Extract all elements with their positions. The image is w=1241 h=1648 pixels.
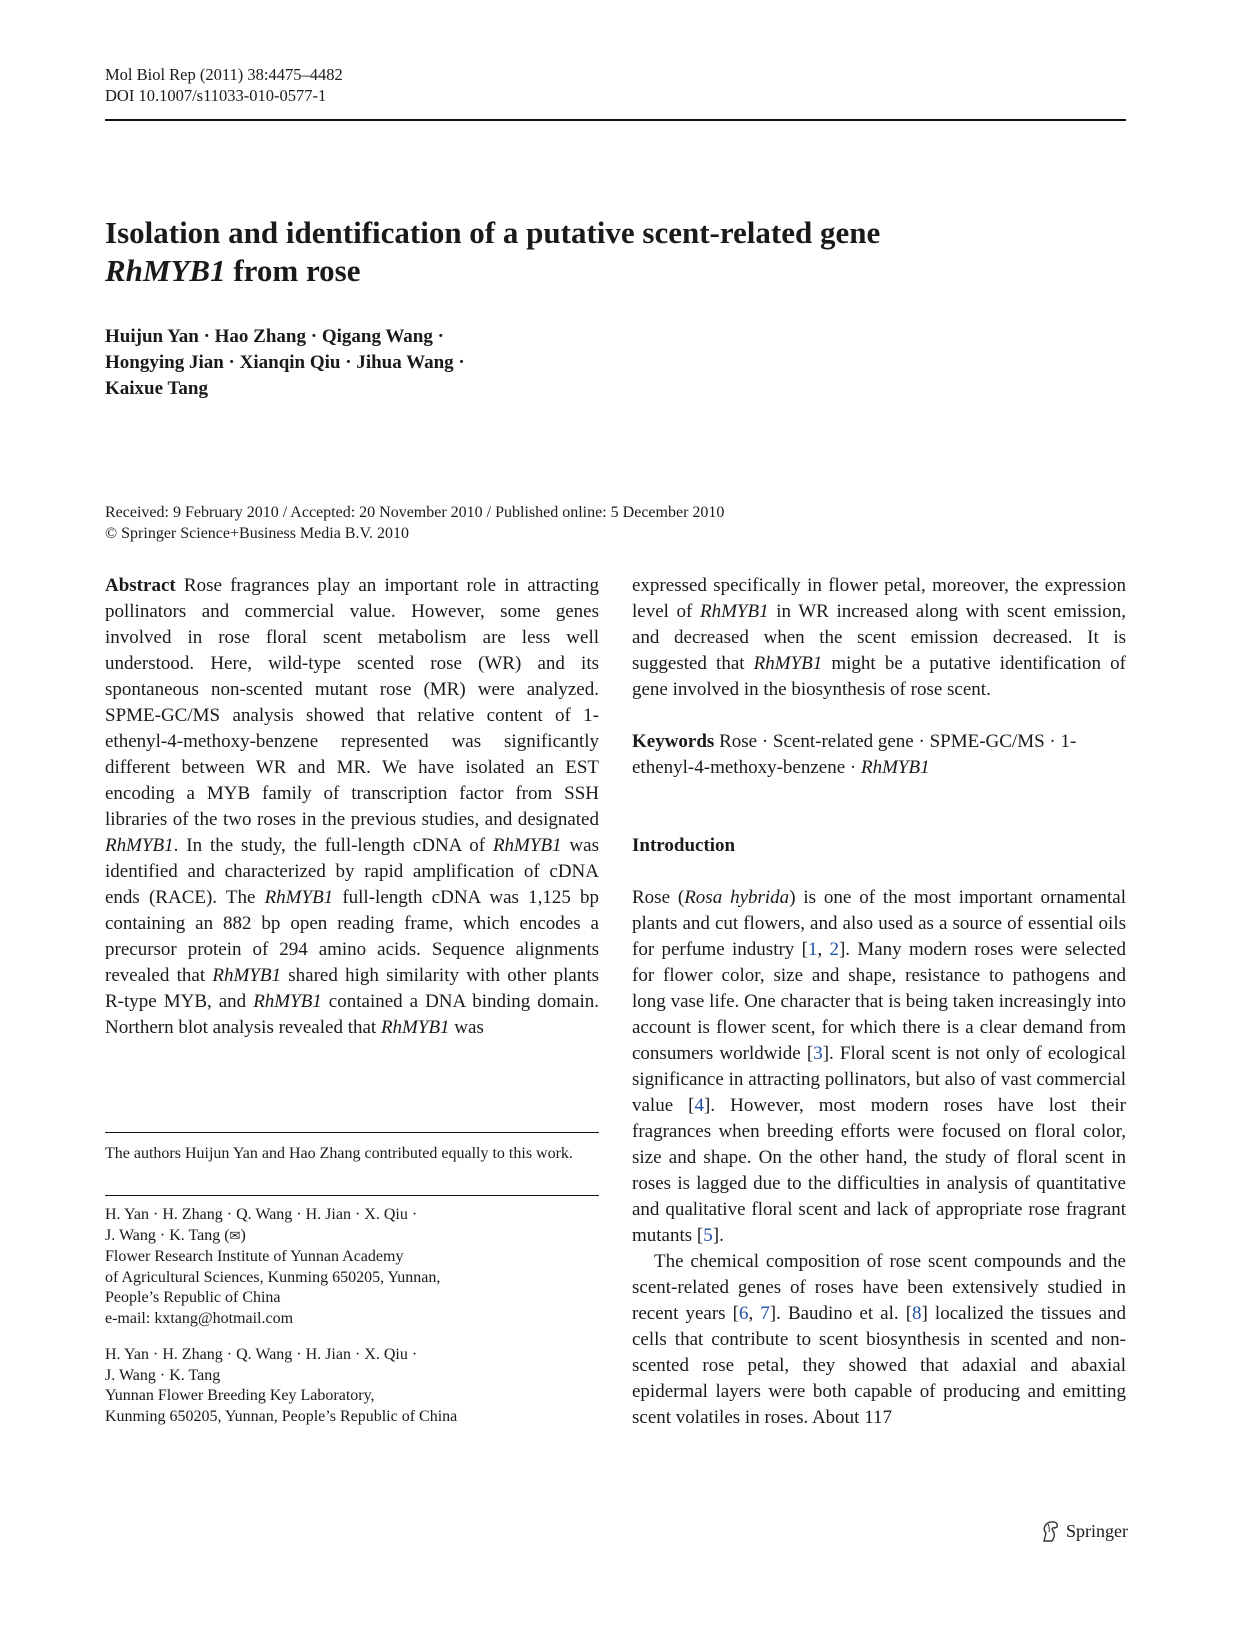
springer-horse-icon: [1040, 1520, 1060, 1542]
journal-header: [105, 64, 343, 106]
affiliation-1: H. Yan · H. Zhang · Q. Wang · H. Jian · X. Qiu · J. Wang · K. Tang (✉) Flower Research Institute of Yunnan Academy of Agricultural Sciences, Kunming 650205, Yunnan, People’s Republic of China e-mail: kxtang@hotmail.com: [105, 1205, 599, 1329]
authors-line-3: Kaixue Tang: [105, 378, 208, 399]
corresponding-email[interactable]: e-mail: kxtang@hotmail.com: [105, 1309, 294, 1327]
affiliation-rule: [105, 1195, 599, 1196]
citation-link[interactable]: 6: [738, 1303, 749, 1324]
footnote-equal-contribution: The authors Huijun Yan and Hao Zhang contributed equally to this work.: [105, 1145, 573, 1162]
publisher-logo: [1040, 1520, 1128, 1542]
title-line-2: [105, 252, 1105, 290]
section-heading-introduction: Introduction: [632, 835, 736, 856]
title-rest: from rose: [225, 253, 361, 288]
citation-link[interactable]: 8: [912, 1303, 922, 1324]
citation-link[interactable]: 4: [694, 1095, 704, 1116]
citation-link[interactable]: 2: [829, 939, 839, 960]
paper-title: [105, 214, 1105, 290]
journal-citation: Mol Biol Rep (2011) 38:4475–4482: [105, 65, 343, 84]
right-column: [632, 573, 1126, 1431]
intro-paragraph-1: Rose (Rosa hybrida) is one of the most important ornamental plants and cut flowers, and also used as a source of essential oils for perfume industry [1, 2]. Many modern roses were selected for flower color, size and shape, resistance to pathogens and long vase life. One character that is being taken increasingly into account is flower scent, for which there is a clear demand from consumers worldwide [3]. Floral scent is not only of ecological significance in attracting pollinators, but also of vast commercial value [4]. However, most modern roses have lost their fragrances when breeding efforts were focused on floral color, size and shape. On the other hand, the study of floral scent in roses is lagged due to the difficulties in analysis of quantitative and qualitative floral scent and lack of appropriate rose fragrant mutants [5].: [632, 887, 1127, 1246]
publication-dates: [105, 502, 724, 544]
authors-line-1: Huijun Yan · Hao Zhang · Qigang Wang ·: [105, 326, 444, 347]
citation-link[interactable]: 1: [807, 939, 818, 960]
keywords: Keywords Rose · Scent-related gene · SPME-GC/MS · 1-ethenyl-4-methoxy-benzene · RhMYB1: [632, 731, 1077, 778]
keywords-label: Keywords: [632, 731, 715, 752]
species-name: Rosa hybrida: [684, 887, 790, 908]
envelope-icon: ✉: [229, 1228, 241, 1244]
author-list: [105, 324, 465, 402]
title-line-1: Isolation and identification of a putative scent-related gene: [105, 215, 881, 250]
citation-link[interactable]: 7: [760, 1303, 770, 1324]
doi: DOI 10.1007/s11033-010-0577-1: [105, 86, 327, 105]
history-dates: Received: 9 February 2010 / Accepted: 20 November 2010 / Published online: 5 December 2010: [105, 504, 725, 521]
footnote-rule: [105, 1132, 599, 1133]
affiliation-2: H. Yan · H. Zhang · Q. Wang · H. Jian · X. Qiu · J. Wang · K. Tang Yunnan Flower Breeding Key Laboratory, Kunming 650205, Yunnan, People’s Republic of China: [105, 1346, 458, 1425]
citation-link[interactable]: 5: [703, 1225, 713, 1246]
abstract-paragraph: Abstract Rose fragrances play an important role in attracting pollinators and commercial value. However, some genes involved in rose floral scent metabolism are less well understood. Here, wild-type scented rose (WR) and its spontaneous non-scented mutant rose (MR) were analyzed. SPME-GC/MS analysis showed that relative content of 1-ethenyl-4-methoxy-benzene represented was significantly different between WR and MR. We have isolated an EST encoding a MYB family of transcription factor from SSH libraries of the two roses in the previous studies, and designated RhMYB1. In the study, the full-length cDNA of RhMYB1 was identified and characterized by rapid amplification of cDNA ends (RACE). The RhMYB1 full-length cDNA was 1,125 bp containing an 882 bp open reading frame, which encodes a precursor protein of 294 amino acids. Sequence alignments revealed that RhMYB1 shared high similarity with other plants R-type MYB, and RhMYB1 contained a DNA binding domain. Northern blot analysis revealed that RhMYB1 was: [105, 575, 599, 1038]
abstract-continued: expressed specifically in flower petal, moreover, the expression level of RhMYB1 in WR increased along with scent emission, and decreased when the scent emission decreased. It is suggested that RhMYB1 might be a putative identification of gene involved in the biosynthesis of rose scent.: [632, 575, 1126, 700]
citation-link[interactable]: 3: [813, 1043, 823, 1064]
copyright: © Springer Science+Business Media B.V. 2010: [105, 525, 409, 542]
title-gene: RhMYB1: [105, 253, 226, 288]
gene-name: RhMYB1: [105, 835, 174, 856]
abstract-left: [105, 573, 599, 1041]
abstract-label: Abstract: [105, 575, 176, 596]
publisher-name: Springer: [1066, 1520, 1128, 1541]
header-rule: [105, 119, 1126, 121]
authors-line-2: Hongying Jian · Xianqin Qiu · Jihua Wang ·: [105, 352, 465, 373]
intro-paragraph-2: The chemical composition of rose scent compounds and the scent-related genes of roses have been extensively studied in recent years [6, 7]. Baudino et al. [8] localized the tissues and cells that contribute to scent biosynthesis in scented and non-scented rose petal, they showed that adaxial and abaxial epidermal layers were both capable of producing and emitting scent volatiles in roses. About 117: [632, 1251, 1127, 1428]
